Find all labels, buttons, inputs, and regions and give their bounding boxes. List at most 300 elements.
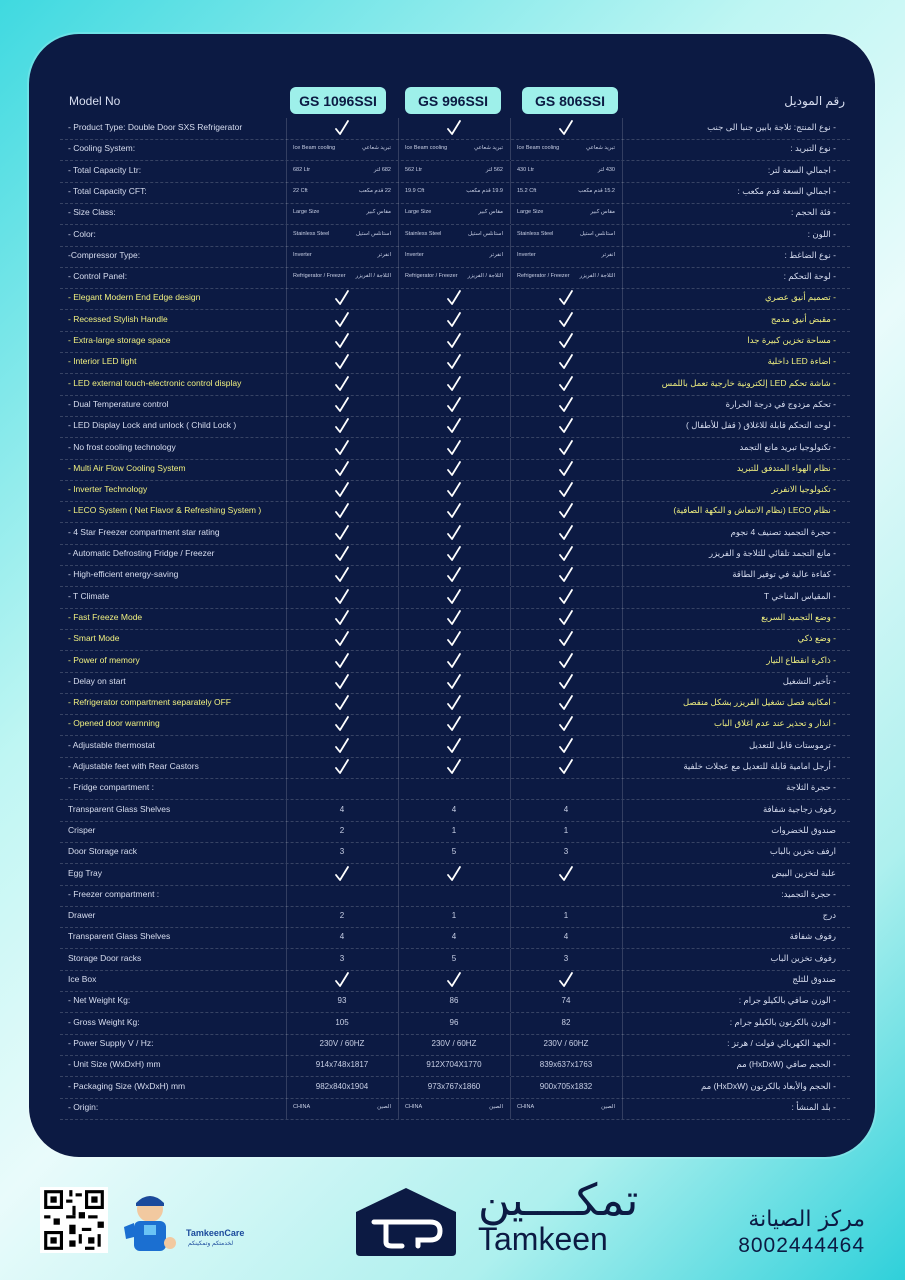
spec-label-ar: - ترموستات قابل للتعديل [749, 739, 836, 750]
checkmark-icon [446, 524, 462, 542]
column-divider [622, 139, 623, 160]
spec-value-cell [398, 182, 510, 203]
checkmark-icon [446, 353, 462, 371]
spec-value-cell [510, 672, 622, 693]
spec-label-en: - Dual Temperature control [68, 398, 169, 409]
column-divider [622, 246, 623, 267]
spec-value-cell [286, 991, 398, 1012]
spec-value-cell [286, 736, 398, 757]
spec-value-cell [286, 395, 398, 416]
spec-row [60, 139, 850, 161]
spec-value: 839x637x1763 [539, 1060, 593, 1070]
checkmark-icon [334, 119, 350, 137]
spec-value-ar: استانلس استيل [580, 230, 615, 237]
spec-value-en: 430 Ltr [517, 166, 535, 173]
spec-label-ar: - حجرة التجميد تصنيف 4 نجوم [730, 526, 836, 537]
column-divider [622, 161, 623, 182]
checkmark-icon [446, 715, 462, 733]
checkmark-icon [558, 375, 574, 393]
spec-value-cell [286, 267, 398, 288]
spec-value-cell [398, 672, 510, 693]
spec-value-cell [286, 651, 398, 672]
spec-row [60, 182, 850, 204]
spec-row [60, 544, 850, 566]
spec-label-en: - No frost cooling technology [68, 441, 176, 452]
spec-value-ar: انفرتر [489, 251, 503, 258]
spec-value-cell [286, 778, 398, 799]
spec-value-ar: مقاس كبير [590, 209, 615, 216]
spec-label-en: - Fridge compartment : [68, 782, 154, 793]
spec-label-en: - Extra-large storage space [68, 335, 171, 345]
spec-value-ar: تبريد شعاعي [586, 145, 615, 152]
spec-value-cell [510, 1077, 622, 1098]
spec-label-ar: - ذاكرة انقطاع التيار [766, 654, 836, 665]
spec-value: 74 [561, 996, 571, 1006]
spec-row [60, 1077, 850, 1099]
spec-row [60, 416, 850, 438]
spec-value-en: Inverter [517, 251, 536, 258]
spec-value-cell [510, 714, 622, 735]
spec-value-cell [398, 1034, 510, 1055]
spec-value-cell [398, 374, 510, 395]
checkmark-icon [446, 694, 462, 712]
spec-row [60, 885, 850, 907]
checkmark-icon [446, 588, 462, 606]
spec-row [60, 203, 850, 225]
spec-label-ar: درج [822, 910, 836, 921]
spec-value-cell [510, 757, 622, 778]
checkmark-icon [446, 673, 462, 691]
spec-value-cell [286, 906, 398, 927]
spec-label-ar: - تصميم أنيق عصري [765, 292, 836, 303]
spec-value-cell [286, 1034, 398, 1055]
spec-label-en: - Total Capacity Ltr: [68, 164, 142, 175]
spec-label-ar: - امكانيه فصل تشغيل الفريزر بشكل منفصل [682, 697, 836, 708]
spec-value-cell [398, 927, 510, 948]
spec-value-cell [510, 182, 622, 203]
checkmark-icon [334, 332, 350, 350]
spec-value: 2 [339, 911, 345, 921]
spec-row [60, 523, 850, 545]
spec-label-ar: - لوحة التحكم : [783, 271, 836, 282]
spec-value: 4 [339, 804, 345, 814]
spec-value-cell [398, 757, 510, 778]
column-divider [622, 949, 623, 970]
spec-value-cell [398, 161, 510, 182]
spec-value-cell [510, 480, 622, 501]
spec-row [60, 842, 850, 864]
spec-value: 2 [339, 825, 345, 835]
spec-value-cell [510, 416, 622, 437]
spec-value-en: Large Size [293, 209, 320, 216]
spec-label-ar: - الجهد الكهربائي فولت / هرتز : [727, 1037, 836, 1048]
spec-value-en: 19.9 Cft [405, 187, 425, 194]
spec-value-cell [510, 139, 622, 160]
spec-value-cell [286, 1055, 398, 1076]
column-divider [622, 501, 623, 522]
care-brand: TamkeenCare [186, 1228, 245, 1238]
spec-value-cell [510, 1013, 622, 1034]
technician-mascot-icon [118, 1187, 182, 1257]
spec-value-cell [286, 438, 398, 459]
spec-label-en: - Refrigerator compartment separately OFF [68, 697, 231, 708]
spec-value-cell [398, 587, 510, 608]
spec-value-ar: تبريد شعاعي [362, 145, 391, 152]
spec-value-cell [398, 1013, 510, 1034]
checkmark-icon [446, 737, 462, 755]
spec-value-en: Refrigerator / Freezer [293, 273, 346, 280]
column-divider [622, 864, 623, 885]
spec-value-cell [510, 693, 622, 714]
spec-value-cell [398, 821, 510, 842]
spec-value: 1 [451, 911, 457, 921]
spec-value-cell [510, 885, 622, 906]
spec-value-cell [510, 438, 622, 459]
spec-value: 230V / 60HZ [319, 1038, 365, 1048]
spec-label-en: - Recessed Stylish Handle [68, 313, 168, 324]
checkmark-icon [558, 758, 574, 776]
spec-value-cell [398, 480, 510, 501]
spec-value: 973x767x1860 [427, 1081, 481, 1091]
checkmark-icon [334, 311, 350, 329]
tamkeen-logo-icon [352, 1186, 460, 1258]
spec-row [60, 970, 850, 992]
checkmark-icon [334, 545, 350, 563]
spec-value-cell [286, 203, 398, 224]
spec-value: 3 [339, 953, 345, 963]
spec-value-ar: 19.9 قدم مكعب [466, 187, 503, 194]
spec-value-cell [398, 991, 510, 1012]
column-divider [622, 438, 623, 459]
checkmark-icon [334, 289, 350, 307]
spec-value-cell [510, 203, 622, 224]
checkmark-icon [446, 971, 462, 989]
spec-value: 912X704X1770 [426, 1060, 482, 1070]
checkmark-icon [558, 588, 574, 606]
column-divider [622, 778, 623, 799]
spec-value-en: 15.2 Cft [517, 187, 537, 194]
spec-row [60, 864, 850, 886]
spec-value-cell [398, 352, 510, 373]
spec-label-en: - T Climate [68, 590, 110, 601]
spec-value-ar: 22 قدم مكعب [358, 187, 391, 194]
spec-label-ar: - تأخير التشغيل [782, 675, 836, 686]
checkmark-icon [558, 715, 574, 733]
spec-value-en: Large Size [517, 209, 544, 216]
checkmark-icon [558, 865, 574, 883]
column-divider [622, 352, 623, 373]
spec-label-en: Crisper [68, 824, 96, 835]
column-divider [622, 1055, 623, 1076]
column-divider [622, 288, 623, 309]
spec-value-cell [398, 906, 510, 927]
spec-row [60, 1098, 850, 1120]
spec-value-cell [510, 587, 622, 608]
spec-value-ar: مقاس كبير [478, 209, 503, 216]
spec-value-en: CHINA [293, 1103, 311, 1110]
column-divider [622, 651, 623, 672]
checkmark-icon [558, 737, 574, 755]
checkmark-icon [446, 566, 462, 584]
spec-label-en: - Delay on start [68, 675, 126, 686]
spec-row [60, 310, 850, 332]
checkmark-icon [558, 652, 574, 670]
spec-value-cell [286, 1013, 398, 1034]
checkmark-icon [558, 481, 574, 499]
model-label-en: Model No [69, 94, 121, 108]
spec-value-cell [510, 310, 622, 331]
spec-value-cell [398, 544, 510, 565]
spec-row [60, 693, 850, 715]
spec-value-cell [286, 544, 398, 565]
spec-row [60, 714, 850, 736]
spec-value: 3 [563, 953, 569, 963]
spec-value-cell [398, 416, 510, 437]
spec-value-cell [286, 714, 398, 735]
spec-value-ar: انفرتر [601, 251, 615, 258]
spec-label-ar: - الحجم صافي (HxDxW) مم [736, 1059, 836, 1070]
spec-label-ar: - نظام الهواء المتدفق للتبريد [736, 462, 836, 473]
checkmark-icon [446, 396, 462, 414]
spec-value-cell [510, 821, 622, 842]
spec-label-en: - Interior LED light [68, 356, 137, 367]
spec-label-en: - High-efficient energy-saving [68, 569, 179, 580]
spec-value-cell [286, 608, 398, 629]
checkmark-icon [334, 396, 350, 414]
spec-value: 5 [451, 847, 457, 857]
spec-label-en: - LED Display Lock and unlock ( Child Lock ) [68, 420, 237, 431]
checkmark-icon [334, 566, 350, 584]
spec-row [60, 778, 850, 800]
spec-value-cell [510, 374, 622, 395]
spec-value-cell [398, 438, 510, 459]
spec-value-ar: تبريد شعاعي [474, 145, 503, 152]
column-divider [622, 906, 623, 927]
spec-label-en: - LECO System ( Net Flavor & Refreshing System ) [68, 505, 262, 516]
checkmark-icon [334, 758, 350, 776]
spec-value-ar: الصين [601, 1103, 615, 1110]
spec-row [60, 331, 850, 353]
brand-name-en: Tamkeen [478, 1221, 608, 1257]
spec-label-en: - Origin: [68, 1101, 99, 1112]
spec-value-cell [398, 970, 510, 991]
checkmark-icon [446, 439, 462, 457]
column-divider [622, 544, 623, 565]
spec-row [60, 608, 850, 630]
spec-value-cell [510, 267, 622, 288]
column-divider [622, 1077, 623, 1098]
checkmark-icon [334, 609, 350, 627]
spec-label-en: - Packaging Size (WxDxH) mm [68, 1080, 186, 1091]
spec-value: 5 [451, 953, 457, 963]
checkmark-icon [446, 289, 462, 307]
spec-value-cell [398, 1055, 510, 1076]
column-divider [622, 565, 623, 586]
spec-value-en: Stainless Steel [405, 230, 442, 237]
checkmark-icon [558, 694, 574, 712]
spec-value-en: Refrigerator / Freezer [405, 273, 458, 280]
spec-label-en: - Size Class: [68, 207, 116, 218]
spec-label-en: - Control Panel: [68, 271, 128, 282]
model-chip-3: GS 806SSI [522, 87, 618, 114]
spec-value-cell [286, 310, 398, 331]
spec-label-en: - Adjustable thermostat [68, 739, 155, 750]
spec-label-en: Door Storage rack [68, 846, 137, 857]
spec-label-ar: رفوف شفافة [789, 931, 836, 942]
checkmark-icon [334, 460, 350, 478]
checkmark-icon [334, 439, 350, 457]
spec-value-cell [398, 118, 510, 139]
checkmark-icon [558, 439, 574, 457]
spec-value-en: Refrigerator / Freezer [517, 273, 570, 280]
spec-value-cell [398, 288, 510, 309]
model-label-ar: رقم الموديل [784, 94, 845, 108]
brand-name-ar: تمكــــين [478, 1175, 639, 1226]
spec-row [60, 757, 850, 779]
spec-value-cell [510, 906, 622, 927]
spec-label-en: - Automatic Defrosting Fridge / Freezer [68, 548, 215, 558]
spec-value-cell [286, 182, 398, 203]
spec-value-en: 22 Cft [293, 187, 308, 194]
spec-value-cell [510, 629, 622, 650]
spec-value-cell [398, 629, 510, 650]
spec-value: 82 [561, 1017, 571, 1027]
spec-label-en: - Total Capacity CFT: [68, 185, 147, 196]
column-divider [622, 118, 623, 139]
checkmark-icon [334, 652, 350, 670]
checkmark-icon [558, 353, 574, 371]
spec-value-cell [510, 565, 622, 586]
checkmark-icon [334, 673, 350, 691]
column-divider [622, 714, 623, 735]
spec-label-ar: صندوق للثلج [792, 974, 836, 984]
spec-value-cell [286, 118, 398, 139]
spec-value-ar: 562 لتر [485, 166, 503, 173]
spec-value-cell [286, 821, 398, 842]
column-divider [622, 374, 623, 395]
spec-label-en: - LED external touch-electronic control display [68, 377, 242, 388]
spec-value-en: Ice Beam cooling [517, 145, 560, 152]
spec-value-cell [286, 565, 398, 586]
column-divider [622, 480, 623, 501]
spec-value-ar: مقاس كبير [366, 209, 391, 216]
spec-label-ar: - المقياس المناخي T [763, 590, 836, 601]
column-divider [622, 885, 623, 906]
spec-value-cell [510, 842, 622, 863]
qr-code [40, 1187, 108, 1253]
spec-value-cell [510, 395, 622, 416]
spec-value-cell [286, 523, 398, 544]
spec-label-ar: - بلد المنشأ : [791, 1101, 836, 1112]
spec-label-ar: - مانع التجمد تلقائي للثلاجة و الفريزر [709, 548, 836, 558]
spec-value-cell [510, 459, 622, 480]
spec-label-en: Egg Tray [68, 867, 103, 878]
checkmark-icon [446, 502, 462, 520]
spec-value-cell [286, 501, 398, 522]
column-divider [622, 927, 623, 948]
spec-value-cell [510, 161, 622, 182]
spec-value-ar: 430 لتر [597, 166, 615, 173]
model-chip-1: GS 1096SSI [290, 87, 386, 114]
spec-label-ar: - فئة الحجم : [790, 207, 836, 218]
spec-label-ar: - أرجل امامية قابلة للتعديل مع عجلات خلفية [683, 761, 836, 771]
spec-value: 3 [339, 847, 345, 857]
spec-label-ar: - نوع التبريد : [790, 143, 836, 154]
spec-value-cell [510, 288, 622, 309]
spec-value-cell [286, 885, 398, 906]
spec-value-cell [398, 267, 510, 288]
spec-value: 4 [339, 932, 345, 942]
spec-value-cell [286, 587, 398, 608]
spec-value-cell [398, 1098, 510, 1119]
checkmark-icon [558, 502, 574, 520]
spec-value-cell [398, 714, 510, 735]
spec-value-cell [286, 970, 398, 991]
checkmark-icon [558, 673, 574, 691]
spec-label-ar: - شاشة تحكم LED إلكترونية خارجية تعمل باللمس [661, 377, 836, 388]
spec-value-cell [398, 310, 510, 331]
spec-label-ar: - اضاءة LED داخلية [767, 356, 836, 367]
spec-label-ar: - نوع المنتج: ثلاجة بابين جنبا الى جنب [707, 122, 836, 132]
spec-value-ar: الصين [489, 1103, 503, 1110]
checkmark-icon [558, 524, 574, 542]
spec-label-en: - Fast Freeze Mode [68, 611, 143, 622]
spec-row [60, 821, 850, 843]
spec-row [60, 246, 850, 268]
spec-label-en: - Cooling System: [68, 143, 136, 154]
checkmark-icon [334, 694, 350, 712]
spec-value-ar: استانلس استيل [356, 230, 391, 237]
spec-row [60, 161, 850, 183]
checkmark-icon [334, 865, 350, 883]
spec-value-cell [286, 629, 398, 650]
checkmark-icon [334, 502, 350, 520]
checkmark-icon [446, 545, 462, 563]
spec-value-cell [398, 1077, 510, 1098]
spec-value-cell [510, 651, 622, 672]
spec-value-cell [286, 480, 398, 501]
spec-value-cell [398, 608, 510, 629]
spec-value-cell [510, 970, 622, 991]
spec-row [60, 587, 850, 609]
spec-value-cell [510, 864, 622, 885]
spec-value-cell [510, 118, 622, 139]
spec-value: 230V / 60HZ [543, 1038, 589, 1048]
checkmark-icon [558, 289, 574, 307]
column-divider [622, 267, 623, 288]
spec-value-ar: 682 لتر [373, 166, 391, 173]
spec-value: 96 [449, 1017, 459, 1027]
spec-value-cell [510, 991, 622, 1012]
spec-value-cell [398, 651, 510, 672]
checkmark-icon [558, 311, 574, 329]
spec-value-ar: الثلاجة / الفريزر [579, 273, 615, 280]
column-divider [622, 608, 623, 629]
spec-label-en: - Gross Weight Kg: [68, 1016, 140, 1027]
spec-label-ar: - وضع ذكي [797, 633, 836, 644]
spec-label-en: -Compressor Type: [68, 249, 141, 260]
spec-value-en: CHINA [405, 1103, 423, 1110]
checkmark-icon [558, 119, 574, 137]
spec-value-cell [510, 800, 622, 821]
spec-label-ar: علبة لتخزين البيض [771, 867, 836, 878]
spec-value-en: Stainless Steel [517, 230, 554, 237]
column-divider [622, 587, 623, 608]
spec-value-ar: الثلاجة / الفريزر [355, 273, 391, 280]
spec-label-en: - Elegant Modern End Edge design [68, 292, 201, 303]
spec-value-cell [510, 778, 622, 799]
spec-value-cell [286, 927, 398, 948]
